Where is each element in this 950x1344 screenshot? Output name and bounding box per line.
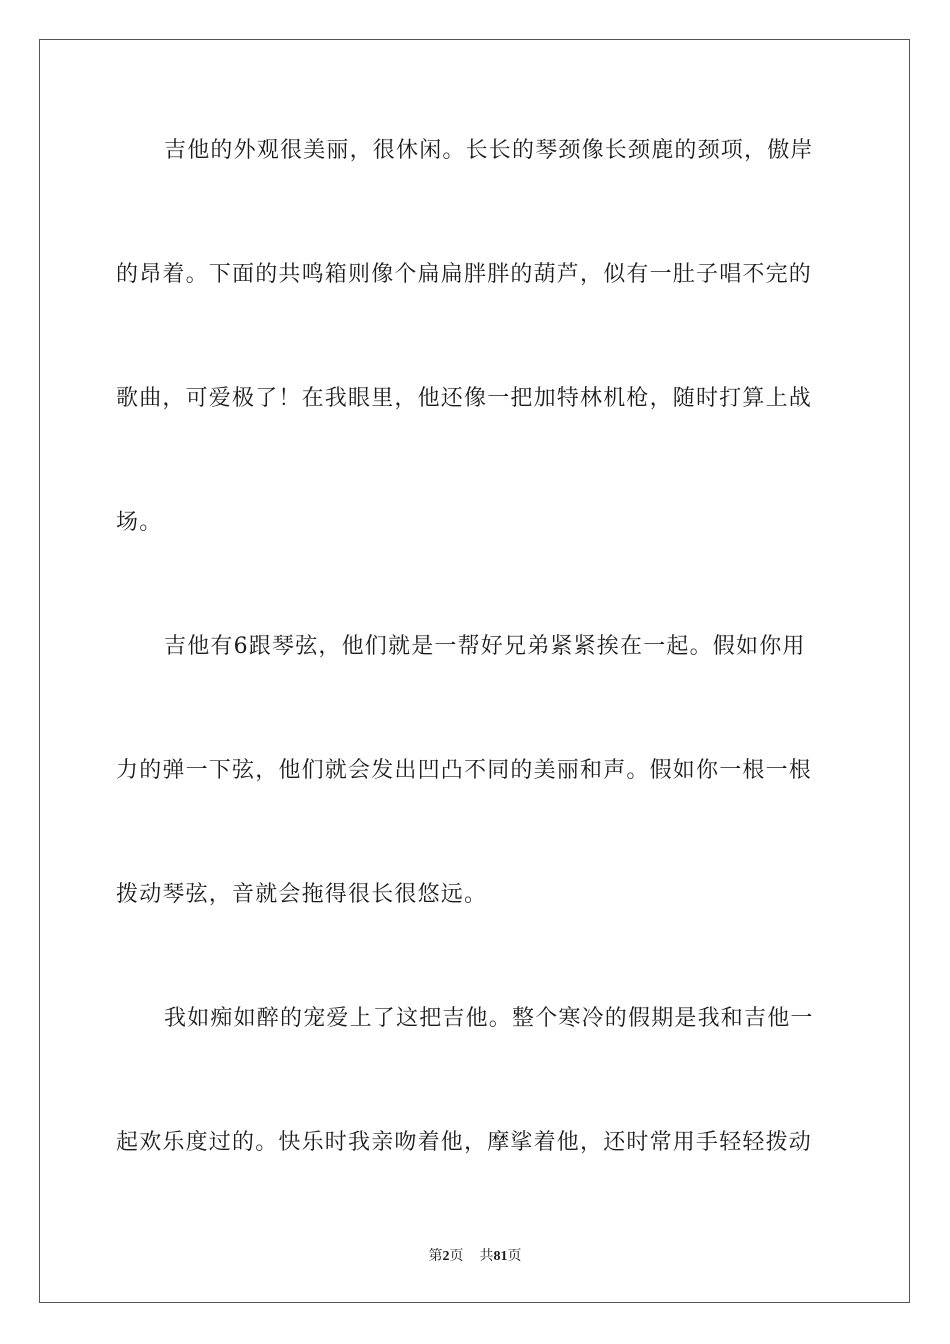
- page-suffix: 页: [449, 1248, 464, 1264]
- paragraph-2-line-3: 拨动琴弦，音就会拖得很长很悠远。: [116, 882, 488, 907]
- paragraph-1-line-1: 吉他的外观很美丽，很休闲。长长的琴颈像长颈鹿的颈项，傲岸: [164, 138, 814, 163]
- paragraph-2-line-2: 力的弹一下弦，他们就会发出凹凸不同的美丽和声。假如你一根一根: [116, 758, 813, 783]
- paragraph-2-line-1: 吉他有6跟琴弦，他们就是一帮好兄弟紧紧挨在一起。假如你用: [164, 634, 806, 659]
- paragraph-3-line-1: 我如痴如醉的宠爱上了这把吉他。整个寒冷的假期是我和吉他一: [164, 1006, 814, 1031]
- total-prefix: 共: [479, 1248, 494, 1264]
- page-border: [39, 39, 910, 1303]
- paragraph-3-line-2: 起欢乐度过的。快乐时我亲吻着他，摩挲着他，还时常用手轻轻拨动: [116, 1130, 813, 1155]
- total-pages: 81: [493, 1249, 508, 1264]
- paragraph-1-line-3: 歌曲，可爱极了！在我眼里，他还像一把加特林机枪，随时打算上战: [116, 386, 813, 411]
- page-number: 2: [442, 1249, 450, 1264]
- paragraph-1-line-2: 的昂着。下面的共鸣箱则像个扁扁胖胖的葫芦，似有一肚子唱不完的: [116, 262, 813, 287]
- total-suffix: 页: [507, 1248, 522, 1264]
- paragraph-1-line-4: 场。: [116, 510, 163, 535]
- page-footer: [0, 1246, 950, 1267]
- page-prefix: 第: [428, 1248, 443, 1264]
